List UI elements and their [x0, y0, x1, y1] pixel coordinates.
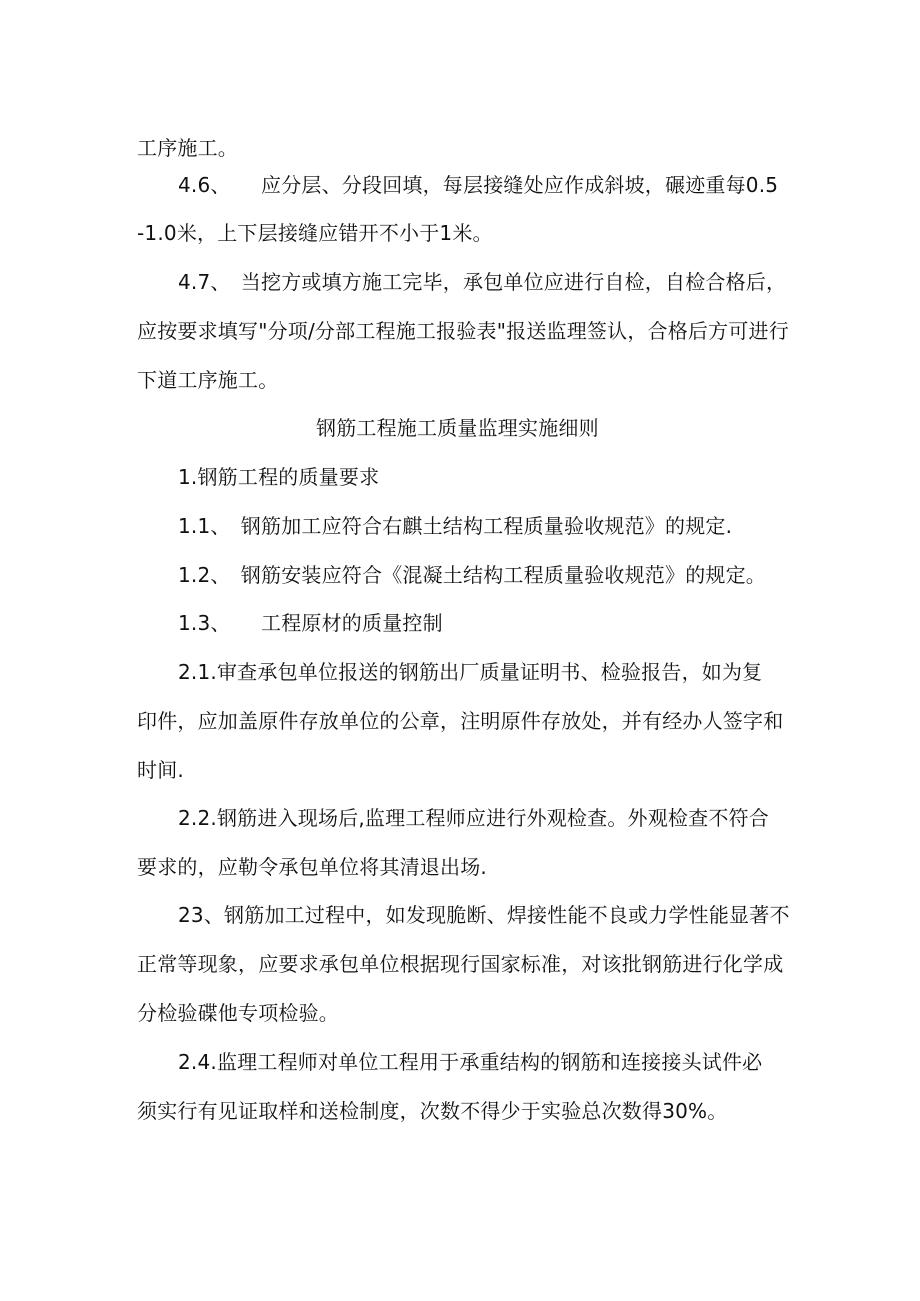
text-line-11: 1.3、 工程原材的质量控制 — [178, 611, 443, 635]
text-line-3: -1.0米，上下层接缝应错开不小于1米。 — [137, 221, 493, 245]
text-line-4: 4.7、 当挖方或填方施工完毕，承包单位应进行自检，自检合格后， — [178, 270, 787, 294]
text-line-17: 23、钢筋加工过程中，如发现脆断、焊接性能不良或力学性能显著不 — [178, 903, 790, 927]
text-line-12: 2.1.审查承包单位报送的钢筋出厂质量证明书、检验报告，如为复 — [178, 660, 763, 684]
section-heading: 钢筋工程施工质量监理实施细则 — [316, 416, 599, 440]
text-line-13: 印件，应加盖原件存放单位的公章，注明原件存放处，并有经办人签字和 — [137, 709, 784, 733]
text-line-9: 1.1、 钢筋加工应符合右麒土结构工程质量验收规范》的规定. — [178, 514, 733, 538]
text-line-14: 时间. — [137, 758, 184, 782]
text-line-21: 须实行有见证取样和送检制度，次数不得少于实验总次数得30%。 — [137, 1099, 728, 1123]
text-line-10: 1.2、 钢筋安装应符合《混凝土结构工程质量验收规范》的规定。 — [178, 563, 767, 587]
text-line-6: 下道工序施工。 — [137, 368, 279, 392]
text-line-8: 1.钢筋工程的质量要求 — [178, 465, 380, 489]
text-line-18: 正常等现象，应要求承包单位根据现行国家标准，对该批钢筋进行化学成 — [137, 952, 784, 976]
text-line-2: 4.6、 应分层、分段回填，每层接缝处应作成斜坡，碾迹重每0.5 — [178, 173, 779, 197]
text-line-19: 分检验碟他专项检验。 — [137, 1001, 339, 1025]
text-line-1: 工序施工。 — [137, 136, 238, 160]
text-line-15: 2.2.钢筋进入现场后,监理工程师应进行外观检查。外观检查不符合 — [178, 806, 769, 830]
text-line-16: 要求的，应勒令承包单位将其清退出场. — [137, 855, 487, 879]
text-line-5: 应按要求填写"分项/分部工程施工报验表"报送监理签认，合格后方可进行 — [137, 319, 789, 343]
text-line-20: 2.4.监理工程师对单位工程用于承重结构的钢筋和连接接头试件必 — [178, 1050, 763, 1074]
